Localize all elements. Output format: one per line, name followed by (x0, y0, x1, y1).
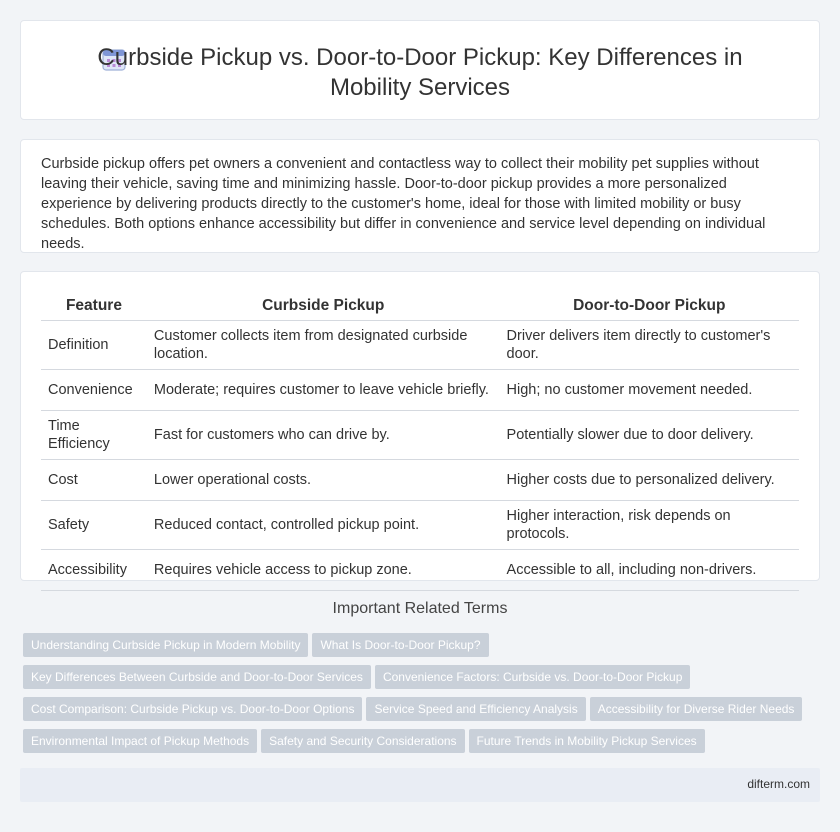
column-header-curbside: Curbside Pickup (147, 292, 500, 321)
table-row (41, 411, 799, 460)
door-to-door-cell: Higher costs due to personalized delivery. (500, 460, 799, 501)
curbside-cell: Customer collects item from designated curbside location. (147, 321, 500, 370)
related-term-tag[interactable]: What Is Door-to-Door Pickup? (312, 633, 488, 657)
related-term-tag[interactable]: Accessibility for Diverse Rider Needs (590, 697, 803, 721)
curbside-cell: Moderate; requires customer to leave vehicle briefly. (147, 370, 500, 411)
table-header-row (41, 292, 799, 321)
feature-cell: Time Efficiency (41, 411, 147, 460)
door-to-door-cell: High; no customer movement needed. (500, 370, 799, 411)
door-to-door-cell: Driver delivers item directly to customer's door. (500, 321, 799, 370)
feature-cell: Definition (41, 321, 147, 370)
related-terms-title: Important Related Terms (332, 600, 508, 617)
feature-cell: Accessibility (41, 550, 147, 591)
feature-cell: Convenience (41, 370, 147, 411)
page-title: Curbside Pickup vs. Door-to-Door Pickup: Key Differences in Mobility Services (97, 44, 743, 101)
table-row (41, 370, 799, 411)
related-term-tag[interactable]: Service Speed and Efficiency Analysis (366, 697, 585, 721)
related-term-tag[interactable]: Understanding Curbside Pickup in Modern Mobility (23, 633, 308, 657)
curbside-cell: Reduced contact, controlled pickup point. (147, 501, 500, 550)
related-term-tag[interactable]: Environmental Impact of Pickup Methods (23, 729, 257, 753)
table-row (41, 321, 799, 370)
curbside-cell: Fast for customers who can drive by. (147, 411, 500, 460)
intro-text: Curbside pickup offers pet owners a convenient and contactless way to collect their mobility pet supplies without leaving their vehicle, saving time and minimizing hassle. Door-to-door pickup provides a more personalized experience by delivering products directly to the customer's home, ideal for those with limited mobility or busy schedules. Both options enhance accessibility but differ in convenience and service level depending on individual needs. (41, 156, 766, 252)
intro-card (20, 139, 820, 253)
door-to-door-cell: Potentially slower due to door delivery. (500, 411, 799, 460)
table-row (41, 460, 799, 501)
footer (20, 768, 820, 802)
feature-cell: Safety (41, 501, 147, 550)
header-card (20, 20, 820, 120)
column-header-feature: Feature (41, 292, 147, 321)
related-term-tag[interactable]: Key Differences Between Curbside and Door-to-Door Services (23, 665, 371, 689)
footer-site-link[interactable]: difterm.com (747, 777, 810, 791)
door-to-door-cell: Accessible to all, including non-drivers. (500, 550, 799, 591)
curbside-cell: Lower operational costs. (147, 460, 500, 501)
related-term-tag[interactable]: Safety and Security Considerations (261, 729, 464, 753)
table-row (41, 501, 799, 550)
related-term-tag[interactable]: Convenience Factors: Curbside vs. Door-to-Door Pickup (375, 665, 690, 689)
comparison-card (20, 271, 820, 581)
related-term-tag[interactable]: Cost Comparison: Curbside Pickup vs. Door-to-Door Options (23, 697, 362, 721)
feature-cell: Cost (41, 460, 147, 501)
table-row (41, 550, 799, 591)
related-term-tag[interactable]: Future Trends in Mobility Pickup Services (469, 729, 705, 753)
curbside-cell: Requires vehicle access to pickup zone. (147, 550, 500, 591)
comparison-table (41, 292, 799, 591)
door-to-door-cell: Higher interaction, risk depends on protocols. (500, 501, 799, 550)
column-header-door-to-door: Door-to-Door Pickup (500, 292, 799, 321)
related-terms-list (23, 633, 823, 761)
